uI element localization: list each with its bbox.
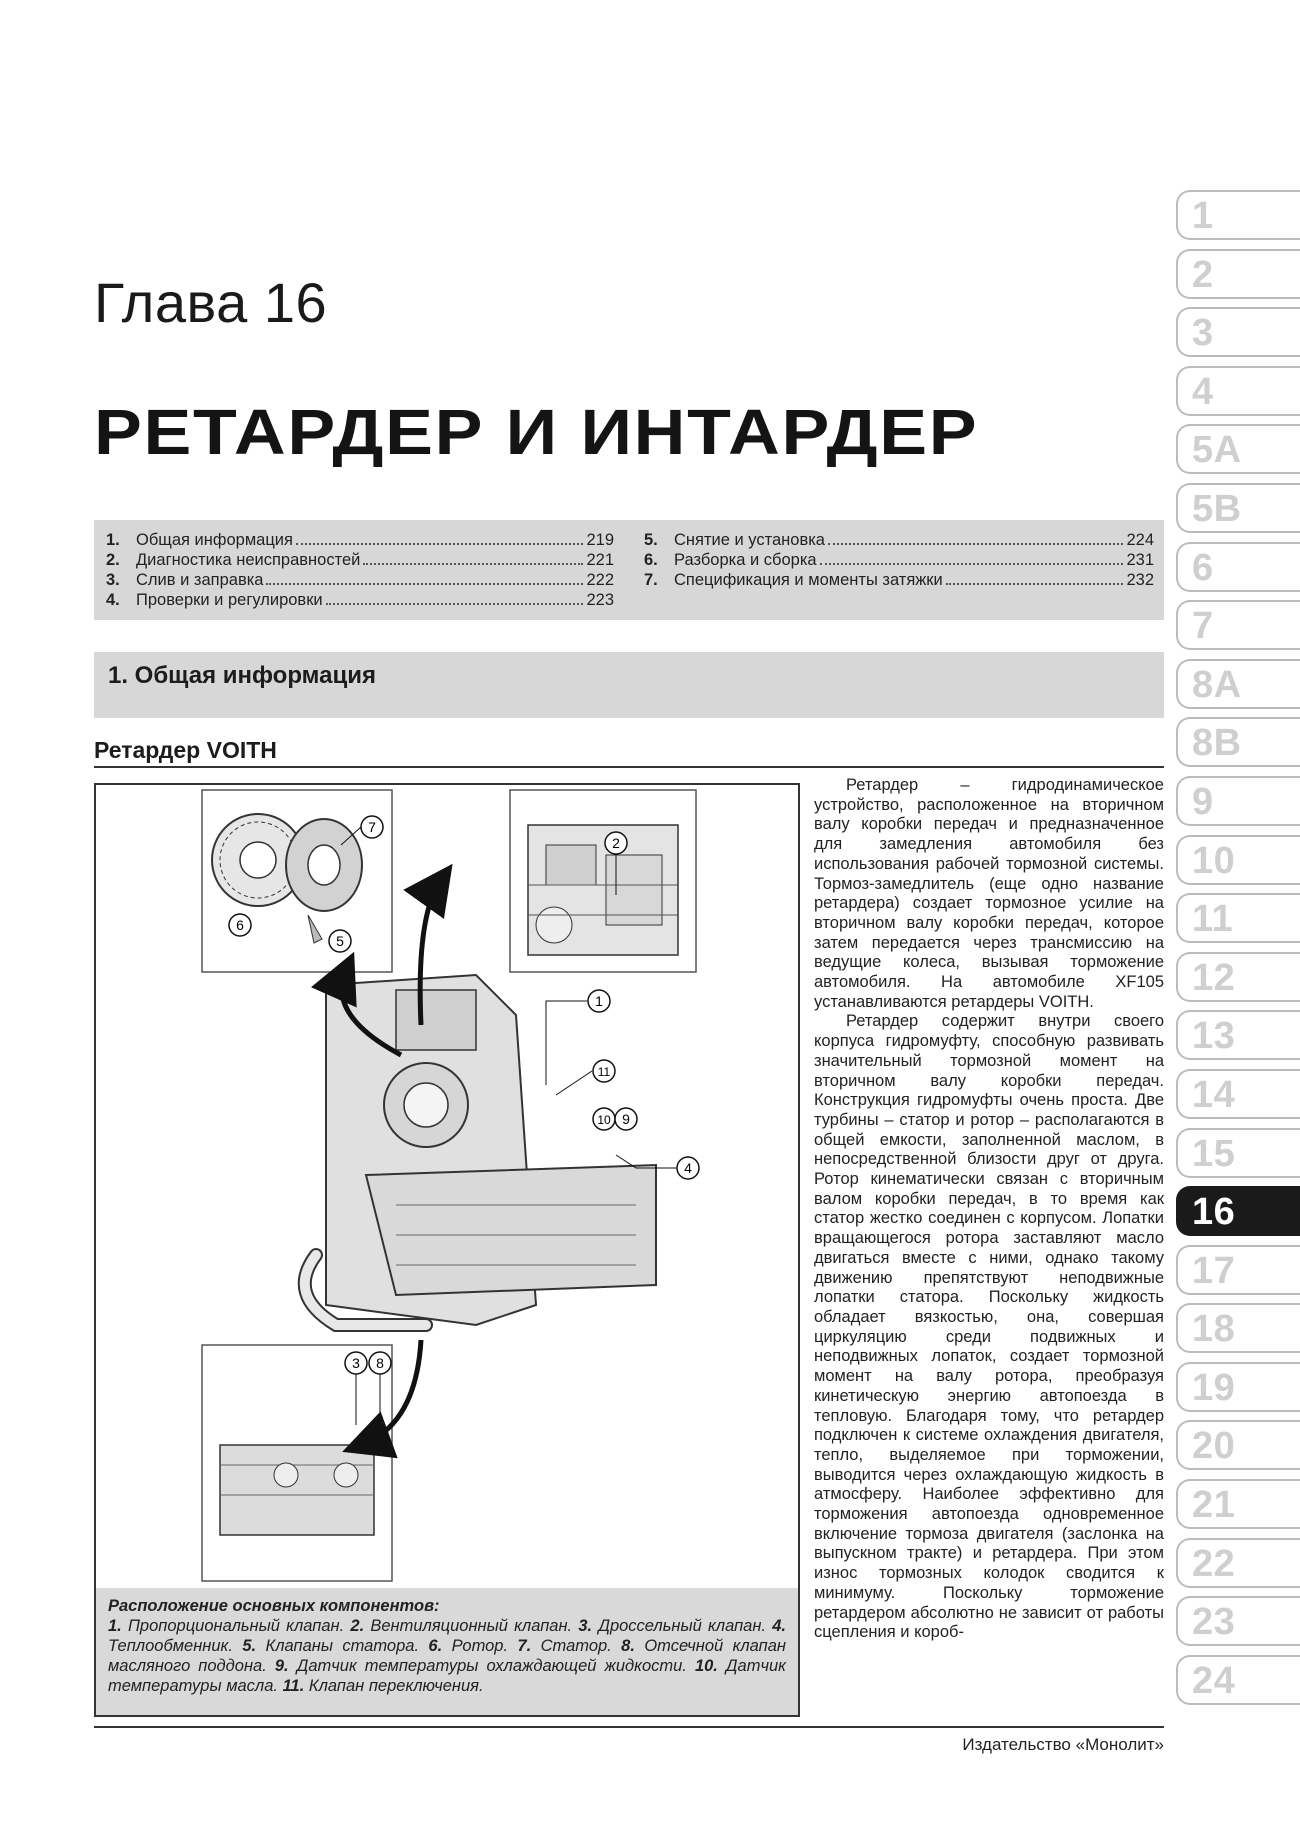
caption-item: 5. Клапаны статора. — [242, 1637, 429, 1655]
component-figure — [94, 783, 800, 1717]
toc-item-page: 231 — [1126, 551, 1154, 569]
caption-item: 4. Теплообменник. — [108, 1617, 787, 1655]
toc-item-page: 232 — [1126, 571, 1154, 589]
chapter-tab-label: 12 — [1192, 956, 1236, 999]
callout-11 — [593, 1060, 615, 1082]
toc-item-number: 7. — [644, 571, 658, 589]
chapter-tab-4[interactable] — [1176, 366, 1300, 416]
subsection-heading: Ретардер VOITH — [94, 737, 277, 763]
caption-item: 11. Клапан переключения. — [282, 1677, 484, 1695]
chapter-tab-label: 19 — [1192, 1366, 1236, 1409]
callout-8 — [369, 1352, 391, 1374]
chapter-tab-label: 11 — [1192, 898, 1234, 941]
stator-disc-drawing — [286, 819, 362, 911]
chapter-tab-label: 1 — [1192, 195, 1214, 237]
svg-text:8: 8 — [376, 1355, 384, 1371]
chapter-tab-label: 16 — [1192, 1191, 1236, 1234]
toc-column-right — [644, 530, 1154, 590]
chapter-tab-label: 18 — [1192, 1308, 1236, 1351]
chapter-tab-5a[interactable] — [1176, 424, 1300, 474]
chapter-tab-label: 21 — [1192, 1484, 1236, 1527]
chapter-tab-label: 24 — [1192, 1659, 1236, 1702]
toc-item-page: 224 — [1126, 531, 1154, 549]
inset-oil-sump — [202, 1345, 392, 1581]
body-text-column — [814, 776, 1164, 1643]
chapter-tab-13[interactable] — [1176, 1010, 1300, 1060]
svg-text:9: 9 — [622, 1111, 630, 1127]
toc-item-number: 1. — [106, 531, 120, 549]
chapter-tab-label: 6 — [1192, 546, 1214, 589]
callout-6 — [229, 914, 251, 936]
callout-4 — [677, 1157, 699, 1179]
caption-title: Расположение основных компонентов: — [108, 1597, 440, 1615]
toc-item-page: 221 — [586, 551, 614, 569]
toc-leader-dots — [326, 603, 584, 605]
toc-item-title: Слив и заправка — [136, 571, 264, 589]
chapter-tab-17[interactable] — [1176, 1245, 1300, 1295]
callout-10 — [593, 1108, 615, 1130]
toc-item[interactable] — [106, 570, 614, 590]
toc-item-title: Диагностика неисправностей — [136, 551, 361, 569]
chapter-tab-8a[interactable] — [1176, 659, 1300, 709]
body-paragraph: Ретардер содержит внутри своего корпуса гидромуфту, способную развивать значительный тормозной момент на вторичном валу коробки передач. Конструкция гидромуфты очень проста. Две турбины – статор и ротор – располагаются в общей емкости, заполненной маслом, в непосредственной близости друг от друга. Ротор кинематически связан с вторичным валом коробки передач, в то время как статор жестко соединен с корпусом. Лопатки вращающегося ротора заставляют масло двигаться вместе с ними, однако такому движению препятствуют неподвижные лопатки статора. Поскольку жидкость обладает вязкостью, она, совершая циркуляцию среди подвижных и неподвижных лопаток, создает тормозной момент на валу ротора, преобразуя кинетическую энергию автопоезда в тепловую. Благодаря тому, что ретардер подключен к системе охлаждения двигателя, тепло, выделяемое при торможении, выводится через охлаждающую жидкость в атмосферу. Наиболее эффективно для торможения автопоезда одновременное включение тормоза двигателя (заслонка на выпускном тракте) и ретардера. При этом износ тормозных колодок сводится к минимуму. Поскольку торможение ретардером абсолютно не зависит от работы сцепления и короб- — [814, 1012, 1164, 1642]
svg-text:6: 6 — [236, 917, 244, 933]
caption-item: 2. Вентиляционный клапан. — [350, 1617, 579, 1635]
toc-item-page: 222 — [586, 571, 614, 589]
toc-item-number: 3. — [106, 571, 120, 589]
chapter-tab-11[interactable] — [1176, 893, 1300, 943]
callout-1 — [588, 990, 610, 1012]
subsection-divider — [94, 766, 1164, 768]
caption-item: 9. Датчик температуры охлаждающей жидкости. — [274, 1657, 695, 1675]
toc-item[interactable] — [644, 550, 1154, 570]
toc-item[interactable] — [644, 530, 1154, 550]
callout-9 — [615, 1108, 637, 1130]
callout-2 — [605, 832, 627, 854]
toc-item[interactable] — [106, 530, 614, 550]
chapter-tab-label: 14 — [1192, 1073, 1236, 1116]
chapter-tab-3[interactable] — [1176, 307, 1300, 357]
caption-item: 10. Датчик температуры масла. — [108, 1657, 786, 1695]
chapter-tab-label: 7 — [1192, 605, 1214, 648]
callout-3 — [345, 1352, 367, 1374]
chapter-tab-5b[interactable] — [1176, 483, 1300, 533]
svg-text:1: 1 — [595, 993, 603, 1009]
section-heading: 1. Общая информация — [108, 662, 376, 689]
chapter-tab-22[interactable] — [1176, 1538, 1300, 1588]
chapter-tab-9[interactable] — [1176, 776, 1300, 826]
callout-7 — [361, 816, 383, 838]
toc-item-title: Спецификация и моменты затяжки — [674, 571, 943, 589]
toc-leader-dots — [946, 583, 1124, 585]
toc-item-title: Разборка и сборка — [674, 551, 817, 569]
svg-text:5: 5 — [336, 933, 344, 949]
caption-body — [108, 1616, 786, 1696]
caption-item: 3. Дроссельный клапан. — [578, 1617, 773, 1635]
chapter-tab-19[interactable] — [1176, 1362, 1300, 1412]
chapter-tab-label: 2 — [1192, 253, 1214, 296]
toc-item-number: 2. — [106, 551, 120, 569]
chapter-tab-label: 8B — [1192, 722, 1242, 765]
inset-rotor-stator — [202, 790, 392, 972]
chapter-tab-1[interactable] — [1176, 190, 1300, 240]
svg-text:3: 3 — [352, 1355, 360, 1371]
toc-leader-dots — [820, 563, 1124, 565]
svg-text:10: 10 — [597, 1113, 611, 1127]
chapter-tab-label: 22 — [1192, 1542, 1236, 1585]
body-paragraph: Ретардер – гидродинамическое устройство, расположенное на вторичном валу коробки передач и предназначенное для замедления автомобиля без использования рабочей тормозной системы. Тормоз-замедлитель (еще одно название ретардера) создает тормозное усилие на вторичном валу коробки передач, которое затем передается через трансмиссию на ведущие колеса, вызывая торможение автомобиля. На автомобиле XF105 устанавливаются ретардеры VOITH. — [814, 776, 1164, 1011]
caption-item: 7. Статор. — [517, 1637, 622, 1655]
svg-text:11: 11 — [597, 1065, 611, 1079]
toc-item[interactable] — [106, 550, 614, 570]
chapter-tab-label: 5B — [1192, 487, 1242, 530]
chapter-tab-14[interactable] — [1176, 1069, 1300, 1119]
toc-leader-dots — [363, 563, 583, 565]
chapter-tab-label: 8A — [1192, 663, 1242, 706]
caption-item: 1. Пропорциональный клапан. — [108, 1617, 351, 1635]
toc-leader-dots — [828, 543, 1123, 545]
chapter-tab-label: 3 — [1192, 312, 1214, 355]
figure-caption — [96, 1588, 798, 1715]
retarder-main-unit — [305, 975, 656, 1325]
toc-item-title: Проверки и регулировки — [136, 591, 323, 609]
caption-item: 8. Отсечной клапан масляного поддона. — [108, 1637, 787, 1675]
chapter-tab-10[interactable] — [1176, 835, 1300, 885]
chapter-tab-label: 23 — [1192, 1601, 1236, 1644]
chapter-tab-2[interactable] — [1176, 249, 1300, 299]
chapter-tab-label: 15 — [1192, 1132, 1236, 1175]
toc-item-page: 223 — [586, 591, 614, 609]
callout-5 — [329, 930, 351, 952]
chapter-tab-15[interactable] — [1176, 1128, 1300, 1178]
toc-item-number: 5. — [644, 531, 658, 549]
chapter-tab-label: 4 — [1192, 370, 1214, 413]
chapter-tab-20[interactable] — [1176, 1420, 1300, 1470]
chapter-tabs — [1176, 190, 1300, 1713]
publisher-name: Издательство «Монолит» — [962, 1735, 1164, 1754]
chapter-tab-8b[interactable] — [1176, 717, 1300, 767]
inset-proportional-valve — [510, 790, 696, 972]
svg-text:2: 2 — [612, 835, 620, 851]
toc-item-number: 6. — [644, 551, 658, 569]
chapter-tab-23[interactable] — [1176, 1596, 1300, 1646]
toc-item[interactable] — [644, 570, 1154, 590]
chapter-tab-label: 5A — [1192, 429, 1242, 472]
svg-text:7: 7 — [368, 819, 376, 835]
chapter-tab-label: 17 — [1192, 1249, 1236, 1292]
chapter-tab-16-active[interactable] — [1176, 1186, 1300, 1236]
chapter-tab-label: 13 — [1192, 1015, 1236, 1058]
footer-divider — [94, 1726, 1164, 1728]
chapter-tab-21[interactable] — [1176, 1479, 1300, 1529]
chapter-tab-7[interactable] — [1176, 600, 1300, 650]
chapter-tab-18[interactable] — [1176, 1303, 1300, 1353]
toc-item-title: Снятие и установка — [674, 531, 825, 549]
chapter-label: Глава 16 — [94, 271, 328, 334]
section-heading-bar — [94, 652, 1164, 718]
chapter-tab-label: 9 — [1192, 780, 1214, 823]
chapter-tab-24[interactable] — [1176, 1655, 1300, 1705]
toc-item-number: 4. — [106, 591, 120, 609]
chapter-title: РЕТАРДЕР И ИНТАРДЕР — [94, 396, 979, 468]
toc-leader-dots — [296, 543, 584, 545]
retarder-illustration — [96, 785, 798, 1588]
toc-leader-dots — [266, 583, 583, 585]
chapter-tab-6[interactable] — [1176, 542, 1300, 592]
chapter-tab-label: 20 — [1192, 1425, 1236, 1468]
table-of-contents — [94, 520, 1164, 620]
chapter-tab-label: 10 — [1192, 839, 1236, 882]
toc-item-page: 219 — [586, 531, 614, 549]
svg-text:4: 4 — [684, 1160, 692, 1176]
toc-item[interactable] — [106, 590, 614, 610]
caption-item: 6. Ротор. — [428, 1637, 518, 1655]
toc-column-left — [106, 530, 614, 610]
toc-item-title: Общая информация — [136, 531, 293, 549]
chapter-tab-12[interactable] — [1176, 952, 1300, 1002]
